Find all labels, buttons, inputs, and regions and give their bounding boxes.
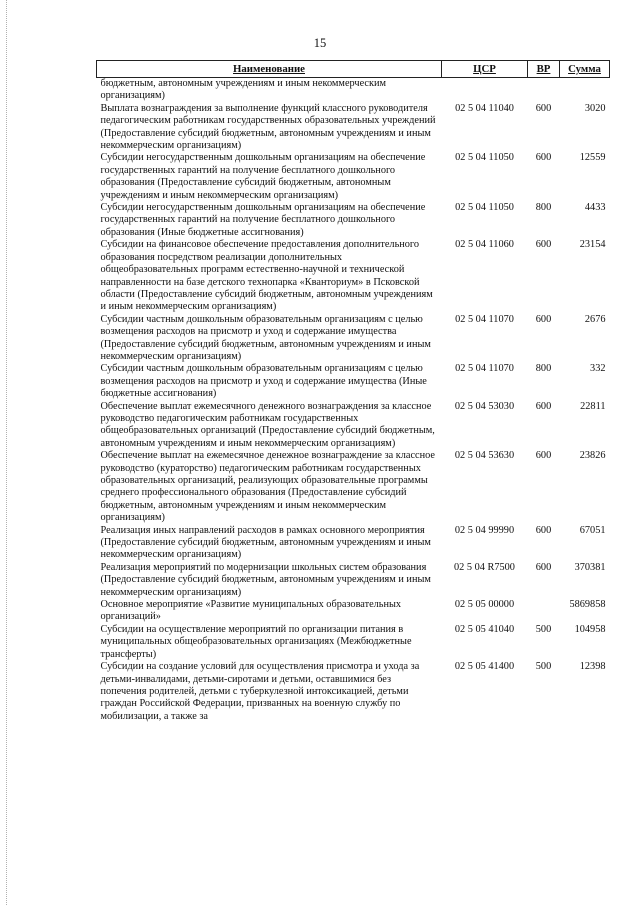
budget-table: [96, 60, 610, 723]
cell-vr: 500: [535, 623, 552, 635]
cell-csr: 02 5 04 53630: [454, 450, 515, 462]
table-header-row: [97, 61, 610, 78]
cell-name: Субсидии частным дошкольным образовательным организациям с целью возмещения расходов на присмотр и уход и содержание имущества (Предоставление субсидий бюджетным, автономным учреждениям и иным некоммерческим организациям): [100, 313, 431, 362]
cell-name: Выплата вознаграждения за выполнение функций классного руководителя педагогическим работникам государственных образовательных учреждений (Предоставление субсидий бюджетным, автономным учреждениям и иным некоммерческим организациям): [100, 102, 436, 152]
cell-vr: 600: [535, 400, 552, 412]
cell-csr: 02 5 04 99990: [454, 524, 515, 536]
header-csr: ЦСР: [442, 61, 528, 78]
cell-name: Субсидии негосударственным дошкольным организациям на обеспечение государственных гарантий на получение бесплатного дошкольного образования (Иные бюджетные ассигнования): [100, 202, 426, 238]
cell-vr: [528, 599, 560, 624]
cell-sum: 12559: [579, 152, 606, 164]
cell-csr: 02 5 04 11050: [455, 202, 514, 214]
cell-csr: 02 5 05 00000: [454, 599, 515, 611]
cell-name: Субсидии негосударственным дошкольным организациям на обеспечение государственных гарантий на получение бесплатного дошкольного образования (Предоставление субсидий бюджетным, автономным учреждениям и иным некоммерческим организациям): [100, 152, 426, 201]
cell-sum: 332: [590, 363, 606, 375]
page-number: 15: [313, 36, 327, 50]
cell-csr: 02 5 04 11040: [455, 102, 514, 114]
header-vr: ВР: [528, 61, 560, 78]
cell-sum: 5869858: [569, 599, 606, 611]
cell-name: Реализация иных направлений расходов в рамках основного мероприятия (Предоставление субсидий бюджетным, автономным учреждениям и иным некоммерческим организациям): [100, 524, 431, 561]
cell-csr: 02 5 04 11070: [455, 363, 514, 375]
table-row: [97, 239, 610, 313]
table-row: [97, 624, 610, 661]
table-row: [97, 401, 610, 451]
table-row: [97, 314, 610, 364]
cell-sum: 3020: [584, 102, 606, 114]
cell-vr: [528, 78, 560, 103]
cell-name: бюджетным, автономным учреждениям и иным некоммерческим организациям): [100, 78, 387, 102]
header-sum: Сумма: [560, 61, 610, 78]
scan-margin-line: [6, 0, 7, 905]
table-row: [97, 661, 610, 723]
table-row: [97, 202, 610, 239]
cell-vr: 800: [535, 202, 552, 214]
cell-csr: 02 5 04 R7500: [454, 561, 515, 573]
table-row: [97, 363, 610, 400]
cell-vr: 600: [535, 102, 552, 114]
table-row: [97, 525, 610, 562]
cell-csr: 02 5 05 41040: [454, 623, 515, 635]
cell-sum: [560, 78, 610, 103]
table-row: [97, 450, 610, 524]
cell-vr: 600: [535, 561, 552, 573]
cell-csr: 02 5 05 41400: [454, 661, 515, 673]
table-row: [97, 599, 610, 624]
table-row: [97, 78, 610, 103]
cell-vr: 600: [535, 524, 552, 536]
cell-sum: 370381: [574, 561, 606, 573]
cell-vr: 500: [535, 661, 552, 673]
cell-name: Обеспечение выплат на ежемесячное денежное вознаграждение за классное руководство (кураторство) педагогическим работникам государственных образовательных организаций, реализующих образовательные программы среднего профессионального образования (Предоставление субсидий бюджетным, автономным учреждениям и иным некоммерческим организациям): [100, 450, 435, 524]
cell-sum: 67051: [579, 524, 606, 536]
cell-sum: 22811: [580, 400, 606, 412]
cell-name: Субсидии частным дошкольным образовательным организациям с целью возмещения расходов на присмотр и уход и содержание имущества (Иные бюджетные ассигнования): [100, 363, 427, 400]
cell-sum: 2676: [584, 313, 606, 325]
cell-sum: 4433: [584, 202, 606, 214]
cell-vr: 600: [535, 450, 552, 462]
cell-name: Реализация мероприятий по модернизации школьных систем образования (Предоставление субсидий бюджетным, автономным учреждениям и иным некоммерческим организациям): [100, 561, 431, 598]
cell-vr: 800: [535, 363, 552, 375]
table-row: [97, 152, 610, 202]
table-row: [97, 562, 610, 599]
cell-csr: 02 5 04 11060: [455, 239, 514, 251]
cell-name: Обеспечение выплат ежемесячного денежного вознаграждения за классное руководство педагогическим работникам государственных общеобразовательных организаций (Предоставление субсидий бюджетным, автономным учреждениям и иным некоммерческим организациям): [100, 400, 435, 449]
cell-csr: 02 5 04 11070: [455, 313, 514, 325]
table-row: [97, 103, 610, 153]
cell-sum: 23826: [579, 450, 606, 462]
cell-sum: 23154: [579, 239, 606, 251]
cell-sum: 104958: [574, 623, 606, 635]
cell-name: Субсидии на создание условий для осуществления присмотра и ухода за детьми-инвалидами, детьми-сиротами и детьми, оставшимися без попечения родителей, детьми с туберкулезной интоксикацией, детьми граждан Российской Федерации, призванных на военную службу по мобилизации, а также за: [100, 661, 420, 722]
cell-vr: 600: [535, 313, 552, 325]
cell-vr: 600: [535, 152, 552, 164]
cell-csr: [442, 78, 528, 103]
cell-vr: 600: [535, 239, 552, 251]
cell-csr: 02 5 04 53030: [454, 400, 515, 412]
header-name: Наименование: [97, 61, 442, 78]
cell-name: Субсидии на осуществление мероприятий по организации питания в муниципальных общеобразовательных организациях (Межбюджетные трансферты): [100, 623, 412, 660]
cell-sum: 12398: [579, 661, 606, 673]
cell-name: Основное мероприятие «Развитие муниципальных образовательных организаций»: [100, 599, 402, 623]
cell-csr: 02 5 04 11050: [455, 152, 514, 164]
cell-name: Субсидии на финансовое обеспечение предоставления дополнительного образования посредством реализации дополнительных общеобразовательных программ естественно-научной и технической направленности на базе детского технопарка «Кванториум» в Псковской области (Предоставление субсидий бюджетным, автономным учреждениям и иным некоммерческим организациям): [100, 239, 433, 313]
